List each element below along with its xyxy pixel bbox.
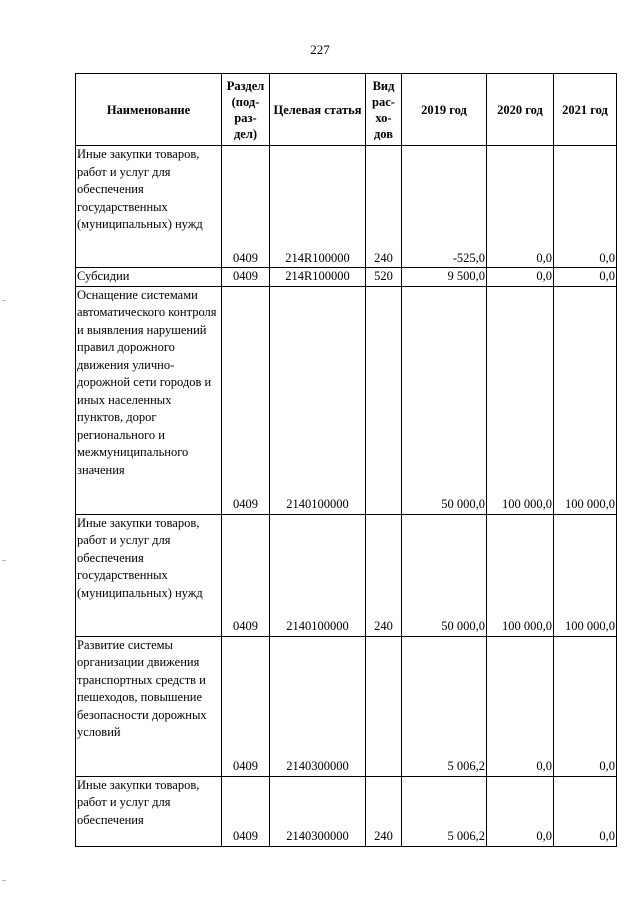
- budget-table: [75, 73, 617, 847]
- row-name-text: Иные закупки товаров, работ и услуг для обеспечения государственных (муниципальных) нужд: [77, 515, 203, 600]
- table-row: [76, 776, 617, 846]
- row-section: 0409: [222, 636, 270, 776]
- row-target: 2140100000: [270, 514, 366, 636]
- row-name: [76, 636, 222, 776]
- table-row: [76, 636, 617, 776]
- row-2021: 0,0: [554, 636, 617, 776]
- scan-edge-mark: [2, 300, 6, 301]
- row-expense: [366, 286, 402, 514]
- header-name: Наименование: [76, 74, 222, 146]
- row-2021: 0,0: [554, 776, 617, 846]
- row-2020: 0,0: [487, 776, 554, 846]
- row-name: [76, 268, 222, 287]
- header-expense: Вид рас-хо-дов: [366, 74, 402, 146]
- row-2019: 9 500,0: [402, 268, 487, 287]
- row-target: 214R100000: [270, 146, 366, 268]
- row-target: 2140100000: [270, 286, 366, 514]
- row-2021: 100 000,0: [554, 286, 617, 514]
- table-row: [76, 146, 617, 268]
- scan-edge-mark: [2, 560, 6, 561]
- header-2021: 2021 год: [554, 74, 617, 146]
- row-section: 0409: [222, 286, 270, 514]
- row-2021: 100 000,0: [554, 514, 617, 636]
- row-2020: 0,0: [487, 636, 554, 776]
- scan-edge-mark: [2, 880, 6, 881]
- row-name-text: Иные закупки товаров, работ и услуг для обеспечения государственных (муниципальных) нужд: [77, 147, 203, 231]
- row-name: [76, 514, 222, 636]
- row-2019: 5 006,2: [402, 776, 487, 846]
- row-name-text: Оснащение системами автоматического контроля и выявления нарушений правил дорожного движения улично-дорожной сети городов и иных населенных пунктов, дорог регионального и межмуниципального значения: [77, 287, 217, 477]
- page-number: 227: [310, 42, 330, 57]
- row-name: [76, 286, 222, 514]
- table-row: [76, 514, 617, 636]
- row-2019: 50 000,0: [402, 286, 487, 514]
- row-expense: 240: [366, 776, 402, 846]
- row-2019: -525,0: [402, 146, 487, 268]
- row-target: 214R100000: [270, 268, 366, 287]
- row-section: 0409: [222, 776, 270, 846]
- row-section: 0409: [222, 514, 270, 636]
- row-expense: 520: [366, 268, 402, 287]
- row-2020: 100 000,0: [487, 286, 554, 514]
- row-2020: 100 000,0: [487, 514, 554, 636]
- row-name-text: Развитие системы организации движения транспортных средств и пешеходов, повышение безопасности дорожных условий: [77, 637, 207, 739]
- row-2020: 0,0: [487, 268, 554, 287]
- row-2021: 0,0: [554, 146, 617, 268]
- header-section: Раздел (под-раз-дел): [222, 74, 270, 146]
- header-2019: 2019 год: [402, 74, 487, 146]
- row-section: 0409: [222, 146, 270, 268]
- row-name: [76, 146, 222, 268]
- row-expense: [366, 636, 402, 776]
- row-name-text: Иные закупки товаров, работ и услуг для обеспечения: [77, 777, 200, 827]
- row-name: [76, 776, 222, 846]
- row-2020: 0,0: [487, 146, 554, 268]
- row-name-text: Субсидии: [77, 269, 130, 283]
- header-target: Целевая статья: [270, 74, 366, 146]
- row-2019: 5 006,2: [402, 636, 487, 776]
- table-header-row: [76, 74, 617, 146]
- row-expense: 240: [366, 146, 402, 268]
- table-row: [76, 286, 617, 514]
- row-target: 2140300000: [270, 776, 366, 846]
- header-2020: 2020 год: [487, 74, 554, 146]
- row-target: 2140300000: [270, 636, 366, 776]
- row-expense: 240: [366, 514, 402, 636]
- table-row: [76, 268, 617, 287]
- row-2021: 0,0: [554, 268, 617, 287]
- row-2019: 50 000,0: [402, 514, 487, 636]
- row-section: 0409: [222, 268, 270, 287]
